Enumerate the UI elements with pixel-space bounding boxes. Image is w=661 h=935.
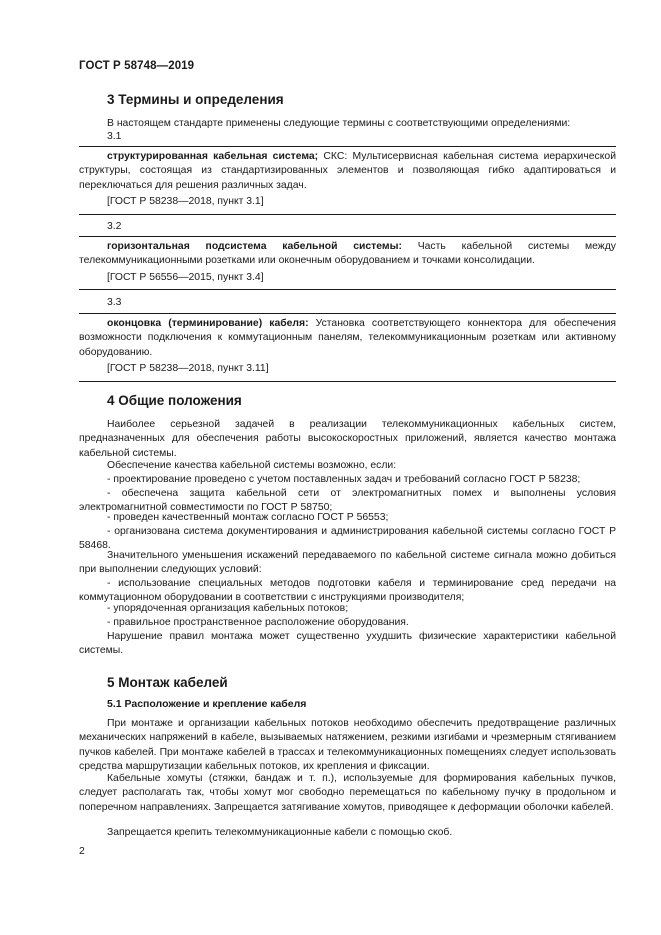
term-number: 3.3	[107, 297, 122, 308]
section-5-para-2: Кабельные хомуты (стяжки, бандаж и т. п.), используемые для формирования кабельных пучков, следует располагать так, чтобы хомут мог свободно перемещаться по кабельному пучку в продольном и поперечном направлениях. Запрещается затягивание хомутов, приводящее к деформации оболочки кабелей.	[79, 773, 616, 813]
section-5-para-3: Запрещается крепить телекоммуникационные кабели с помощью скоб.	[107, 827, 453, 838]
term-definition	[79, 150, 616, 193]
list-item: - обеспечена защита кабельной сети от электромагнитных помех и выполнены условия электромагнитной совместимости по ГОСТ Р 58750;	[79, 488, 616, 514]
section-3-intro: В настоящем стандарте применены следующие термины с соответствующими определениями:	[107, 118, 571, 129]
section-5-title: 5 Монтаж кабелей	[107, 675, 228, 690]
term-def-text: СКС: Мультисервисная кабельная система иерархической структуры, состоящая из стандартизированных элементов и позволяющая гибко адаптироваться и переключаться для решения различных задач.	[79, 151, 616, 191]
list-item: - правильное пространственное расположение оборудования.	[107, 617, 409, 628]
document-header: ГОСТ Р 58748—2019	[79, 60, 195, 72]
term-def-text: Установка соответствующего коннектора для обеспечения возможности подключения к коммутационным панелям, телекоммуникационным розеткам или активному оборудованию.	[79, 318, 616, 358]
list-item: - упорядоченная организация кабельных потоков;	[107, 603, 349, 614]
term-number: 3.1	[107, 131, 122, 142]
term-reference: [ГОСТ Р 56556—2015, пункт 3.4]	[107, 271, 264, 283]
list-item: - проведен качественный монтаж согласно ГОСТ Р 56553;	[107, 512, 389, 523]
term-reference: [ГОСТ Р 58238—2018, пункт 3.1]	[107, 196, 264, 208]
list-item: - проектирование проведено с учетом поставленных задач и требований согласно ГОСТ Р 58238;	[107, 474, 581, 485]
section-4-para-3: Значительного уменьшения искажений передаваемого по кабельной системе сигнала можно добиться при выполнении следующих условий:	[79, 550, 616, 576]
term-box	[79, 236, 616, 290]
term-name: оконцовка (терминирование) кабеля:	[107, 318, 309, 329]
term-box	[79, 313, 616, 382]
list-item: - организована система документирования и администрирования кабельной системы согласно ГОСТ Р 58468.	[79, 526, 616, 552]
term-definition	[79, 240, 616, 269]
term-box	[79, 146, 616, 215]
section-4-title: 4 Общие положения	[107, 393, 242, 408]
subsection-5-1-title: 5.1 Расположение и крепление кабеля	[107, 698, 307, 710]
term-number: 3.2	[107, 221, 122, 232]
section-5-para-1: При монтаже и организации кабельных потоков необходимо обеспечить предотвращение различных механических напряжений в кабеле, вызываемых натяжением, резкими изгибами и чрезмерным стягиванием пучков кабелей. При монтаже кабелей в трассах и телекоммуникационных помещениях следует использовать средства маршрутизации кабельных потоков, их крепления и фиксации.	[79, 718, 616, 773]
section-4-para-2: Обеспечение качества кабельной системы возможно, если:	[107, 460, 397, 471]
term-name: структурированная кабельная система;	[107, 151, 319, 162]
page-number: 2	[79, 846, 85, 857]
section-4-para-4: Нарушение правил монтажа может существенно ухудшить физические характеристики кабельной системы.	[79, 631, 616, 657]
term-reference: [ГОСТ Р 58238—2018, пункт 3.11]	[107, 363, 269, 375]
term-definition	[79, 317, 616, 360]
term-name: горизонтальная подсистема кабельной системы:	[107, 241, 402, 252]
section-3-title: 3 Термины и определения	[107, 92, 284, 107]
term-def-text: Часть кабельной системы между телекоммуникационными розетками или оконечным оборудованием и точками консолидации.	[79, 241, 616, 267]
section-4-para-1: Наиболее серьезной задачей в реализации телекоммуникационных кабельных систем, предназначенных для обеспечения работы высокоскоростных приложений, является качество монтажа кабельной системы.	[79, 419, 616, 459]
list-item: - использование специальных методов подготовки кабеля и терминирование сред передачи на коммутационном оборудовании в соответствии с инструкциями производителя;	[79, 578, 616, 604]
